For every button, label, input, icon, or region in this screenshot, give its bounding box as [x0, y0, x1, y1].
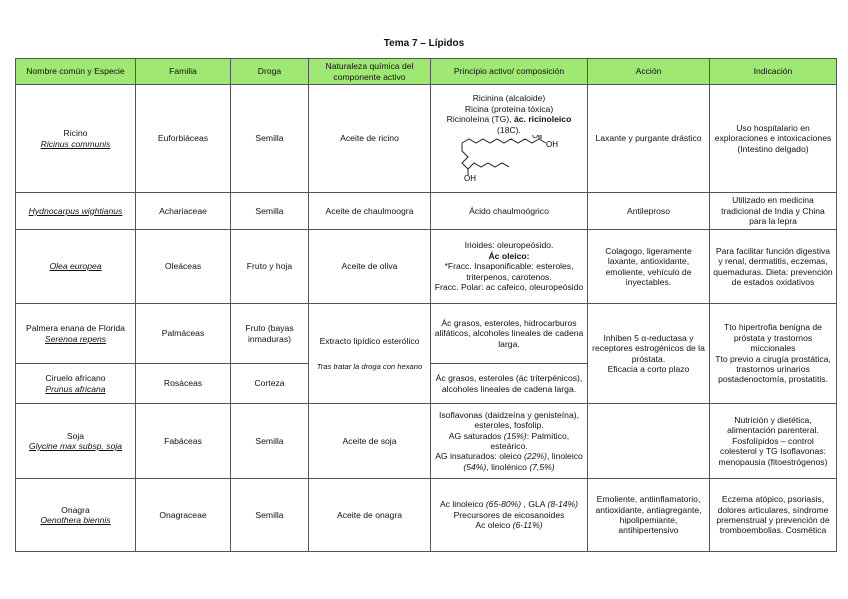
- cell-nombre: Ricino Ricinus communis: [16, 85, 136, 193]
- species-name: Oenothera biennis: [40, 515, 111, 525]
- cell-nombre: Ciruelo africano Prunus africana: [16, 364, 136, 404]
- header-naturaleza: Naturaleza química del componente activo: [309, 59, 431, 85]
- cell-droga: Corteza: [231, 364, 309, 404]
- cell-familia: Oleáceas: [136, 230, 231, 304]
- species-name: Prunus africana: [45, 383, 106, 394]
- cell-accion: Laxante y purgante drástico: [588, 85, 710, 193]
- cell-droga: Semilla: [231, 193, 309, 230]
- cell-principio: Ác grasos, esteroles, hidrocarburos alifáticos, alcoholes lineales de cadena larga.: [431, 304, 588, 364]
- cell-familia: Euforbiáceas: [136, 85, 231, 193]
- table-row: [16, 404, 837, 479]
- page-title: Tema 7 – Lípidos: [383, 38, 465, 49]
- cell-indicacion: Tto hipertrofia benigna de próstata y trastornos miccionales Tto previo a cirugía prostática, trastornos urinarios postadenoctomía, prostatitis.: [710, 304, 837, 404]
- cell-naturaleza: Aceite de onagra: [309, 479, 431, 552]
- cell-droga: Fruto y hoja: [231, 230, 309, 304]
- cell-droga: Semilla: [231, 404, 309, 479]
- species-name: Glycine max subsp. soja: [28, 441, 123, 451]
- cell-nombre: Soja Glycine max subsp. soja: [16, 404, 136, 479]
- cell-naturaleza: Aceite de chaulmoogra: [309, 193, 431, 230]
- header-row: [16, 59, 837, 85]
- species-name: Hydnocarpus wightianus: [28, 205, 123, 216]
- svg-text:O: O: [532, 135, 539, 141]
- cell-familia: Fabáceas: [136, 404, 231, 479]
- cell-indicacion: Para facilitar función digestiva y renal, dermatitis, eczemas, quemaduras. Dieta: prevención de estados oxidativos: [710, 230, 837, 304]
- header-principio: Principio activo/ composición: [431, 59, 588, 85]
- cell-accion: Antileproso: [588, 193, 710, 230]
- header-nombre: Nombre común y Especie: [16, 59, 136, 85]
- header-familia: Familia: [136, 59, 231, 85]
- table-row: [16, 479, 837, 552]
- cell-naturaleza: Aceite de ricino: [309, 85, 431, 193]
- table-row: [16, 230, 837, 304]
- cell-droga: Semilla: [231, 479, 309, 552]
- cell-naturaleza: Aceite de oliva: [309, 230, 431, 304]
- cell-familia: Onagraceae: [136, 479, 231, 552]
- cell-principio: Ac linoleico (65-80%) , GLA (8-14%) Precursores de eicosanoides Ac oleico (6-11%): [431, 479, 588, 552]
- table-row: [16, 85, 837, 193]
- cell-naturaleza: Extracto lipídico esterólico Tras tratar la droga con hexano: [309, 304, 431, 404]
- cell-nombre: Palmera enana de Florida Serenoa repens: [16, 304, 136, 364]
- species-name: Serenoa repens: [44, 333, 107, 344]
- cell-naturaleza: Aceite de soja: [309, 404, 431, 479]
- cell-indicacion: Eczema atópico, psoriasis, dolores articulares, síndrome premenstrual y prevención de tromboembolias. Cosmética: [710, 479, 837, 552]
- cell-nombre: [16, 230, 136, 304]
- cell-nombre: [16, 193, 136, 230]
- header-accion: Acción: [588, 59, 710, 85]
- ricinoleic-acid-structure-icon: [454, 135, 564, 181]
- cell-familia: Palmáceas: [136, 304, 231, 364]
- cell-nombre: Onagra Oenothera biennis: [16, 479, 136, 552]
- cell-principio: Ác grasos, esteroles (ác triterpénicos), alcoholes lineales de cadena larga.: [431, 364, 588, 404]
- cell-accion: Inhiben 5 α-reductasa y receptores estrogénicos de la próstata. Eficacia a corto plazo: [588, 304, 710, 404]
- table-row: [16, 193, 837, 230]
- header-indicacion: Indicación: [710, 59, 837, 85]
- cell-indicacion: Uso hospitalario en exploraciones e intoxicaciones (Intestino delgado): [710, 85, 837, 193]
- cell-familia: Rosáceas: [136, 364, 231, 404]
- cell-accion: [588, 404, 710, 479]
- cell-accion: Colagogo, ligeramente laxante, antioxidante, emoliente, vehículo de inyectables.: [588, 230, 710, 304]
- lipids-table: [15, 58, 837, 552]
- header-droga: Droga: [231, 59, 309, 85]
- table-row: [16, 304, 837, 364]
- svg-text:OH: OH: [464, 174, 476, 182]
- cell-indicacion: Nutrición y dietética, alimentación parenteral. Fosfolípidos – control colesterol y TG Isoflavonas: menopausia (fitoestrógenos): [710, 404, 837, 479]
- svg-text:OH: OH: [546, 140, 558, 150]
- cell-droga: Fruto (bayas inmaduras): [231, 304, 309, 364]
- cell-droga: Semilla: [231, 85, 309, 193]
- cell-principio: Ácido chaulmoógrico: [431, 193, 588, 230]
- cell-familia: Achariaceae: [136, 193, 231, 230]
- cell-principio: Irioides: oleuropeósido. Ác oleico: *Fracc. Insaponificable: esteroles, triterpenos, carotenos. Fracc. Polar: ac cafeico, oleuropeósido: [431, 230, 588, 304]
- species-name: Ricinus communis: [40, 138, 111, 149]
- species-name: Olea europea: [49, 261, 102, 272]
- cell-principio: Ricinina (alcaloide) Ricina (proteína tóxica) Ricinoleína (TG), ác. ricinoleico (18C). O OH OH: [431, 85, 588, 193]
- cell-principio: Isoflavonas (daidzeína y genisteína), esteroles, fosfolip. AG saturados (15%): Palmítico, esteárico. AG insaturados: oleico (22%), linoleico (54%), linolénico (7,5%): [431, 404, 588, 479]
- cell-indicacion: Utilizado en medicina tradicional de India y China para la lepra: [710, 193, 837, 230]
- cell-accion: Emoliente, antiinflamatorio, antioxidante, antiagregante, hipolipemiante, antihipertensivo: [588, 479, 710, 552]
